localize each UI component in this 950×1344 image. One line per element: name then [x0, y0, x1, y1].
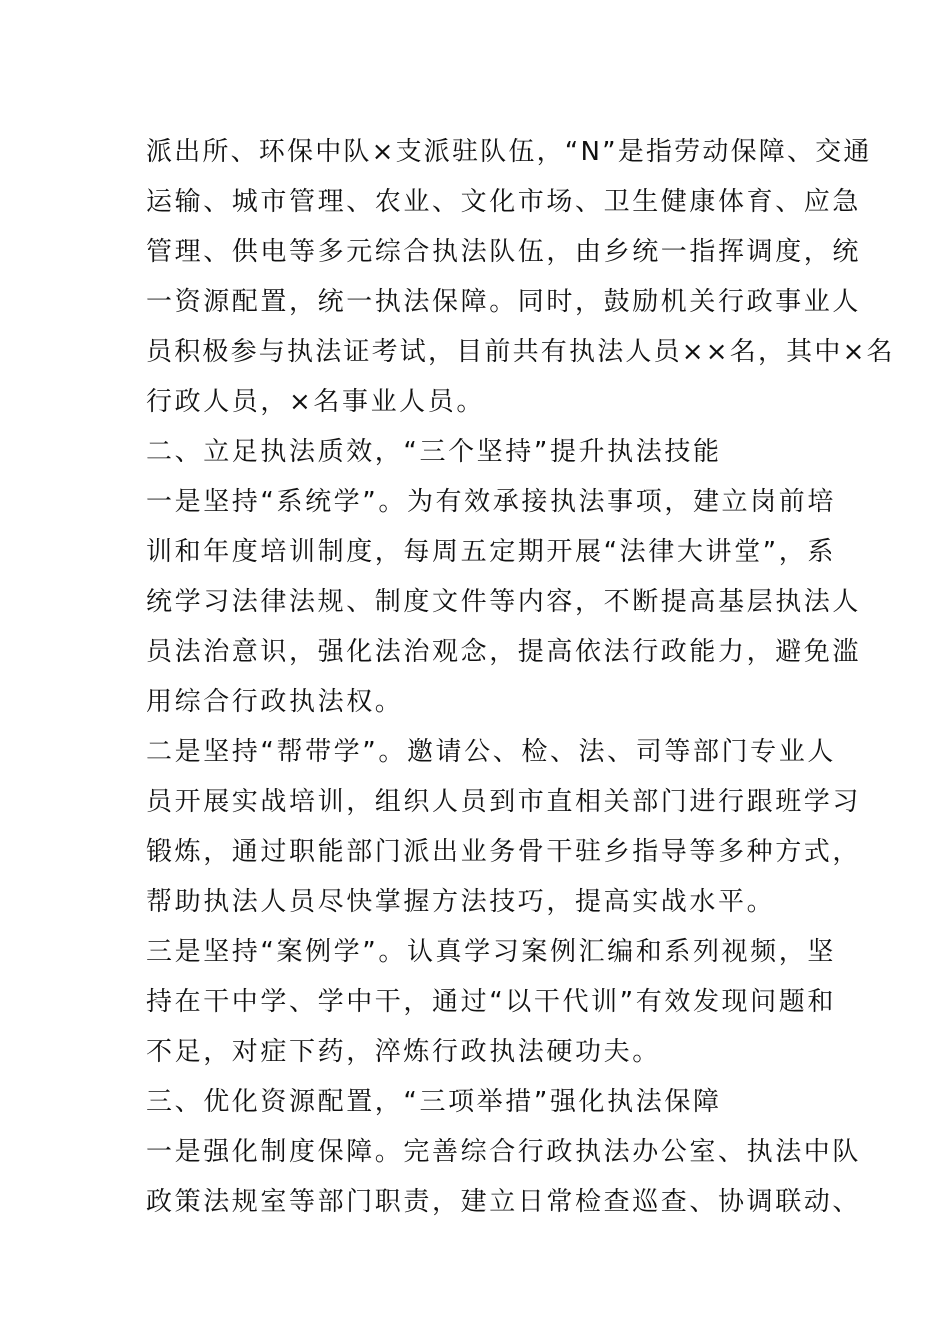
section-heading: 三、优化资源配置，“三项举措”强化执法保障: [146, 1087, 722, 1117]
text-line: 三是坚持“案例学”。认真学习案例汇编和系列视频，坚: [146, 937, 836, 967]
text-line: 一是强化制度保障。完善综合行政执法办公室、执法中队: [146, 1137, 862, 1167]
text-line: 一是坚持“系统学”。为有效承接执法事项，建立岗前培: [146, 487, 836, 517]
text-line: 用综合行政执法权。: [146, 687, 404, 717]
text-line: 持在干中学、学中干，通过“以干代训”有效发现问题和: [146, 987, 836, 1017]
text-line: 帮助执法人员尽快掌握方法技巧，提高实战水平。: [146, 887, 776, 917]
document-body: [146, 127, 895, 1227]
text-line: 派出所、环保中队×支派驻队伍，“N”是指劳动保障、交通: [146, 137, 872, 167]
text-line: 政策法规室等部门职责，建立日常检查巡查、协调联动、: [146, 1187, 862, 1217]
text-line: 一资源配置，统一执法保障。同时，鼓励机关行政事业人: [146, 287, 862, 317]
text-line: 运输、城市管理、农业、文化市场、卫生健康体育、应急: [146, 187, 862, 217]
text-line: 管理、供电等多元综合执法队伍，由乡统一指挥调度，统: [146, 237, 862, 267]
text-line: 统学习法律法规、制度文件等内容，不断提高基层执法人: [146, 587, 862, 617]
text-line: 员积极参与执法证考试，目前共有执法人员××名，其中×名: [146, 337, 895, 367]
section-heading: 二、立足执法质效，“三个坚持”提升执法技能: [146, 437, 722, 467]
text-line: 员开展实战培训，组织人员到市直相关部门进行跟班学习: [146, 787, 862, 817]
text-line: 锻炼，通过职能部门派出业务骨干驻乡指导等多种方式，: [146, 837, 862, 867]
text-line: 行政人员，×名事业人员。: [146, 387, 485, 417]
text-line: 二是坚持“帮带学”。邀请公、检、法、司等部门专业人: [146, 737, 836, 767]
text-line: 不足，对症下药，淬炼行政执法硬功夫。: [146, 1037, 661, 1067]
text-line: 员法治意识，强化法治观念，提高依法行政能力，避免滥: [146, 637, 862, 667]
text-line: 训和年度培训制度，每周五定期开展“法律大讲堂”，系: [146, 537, 836, 567]
